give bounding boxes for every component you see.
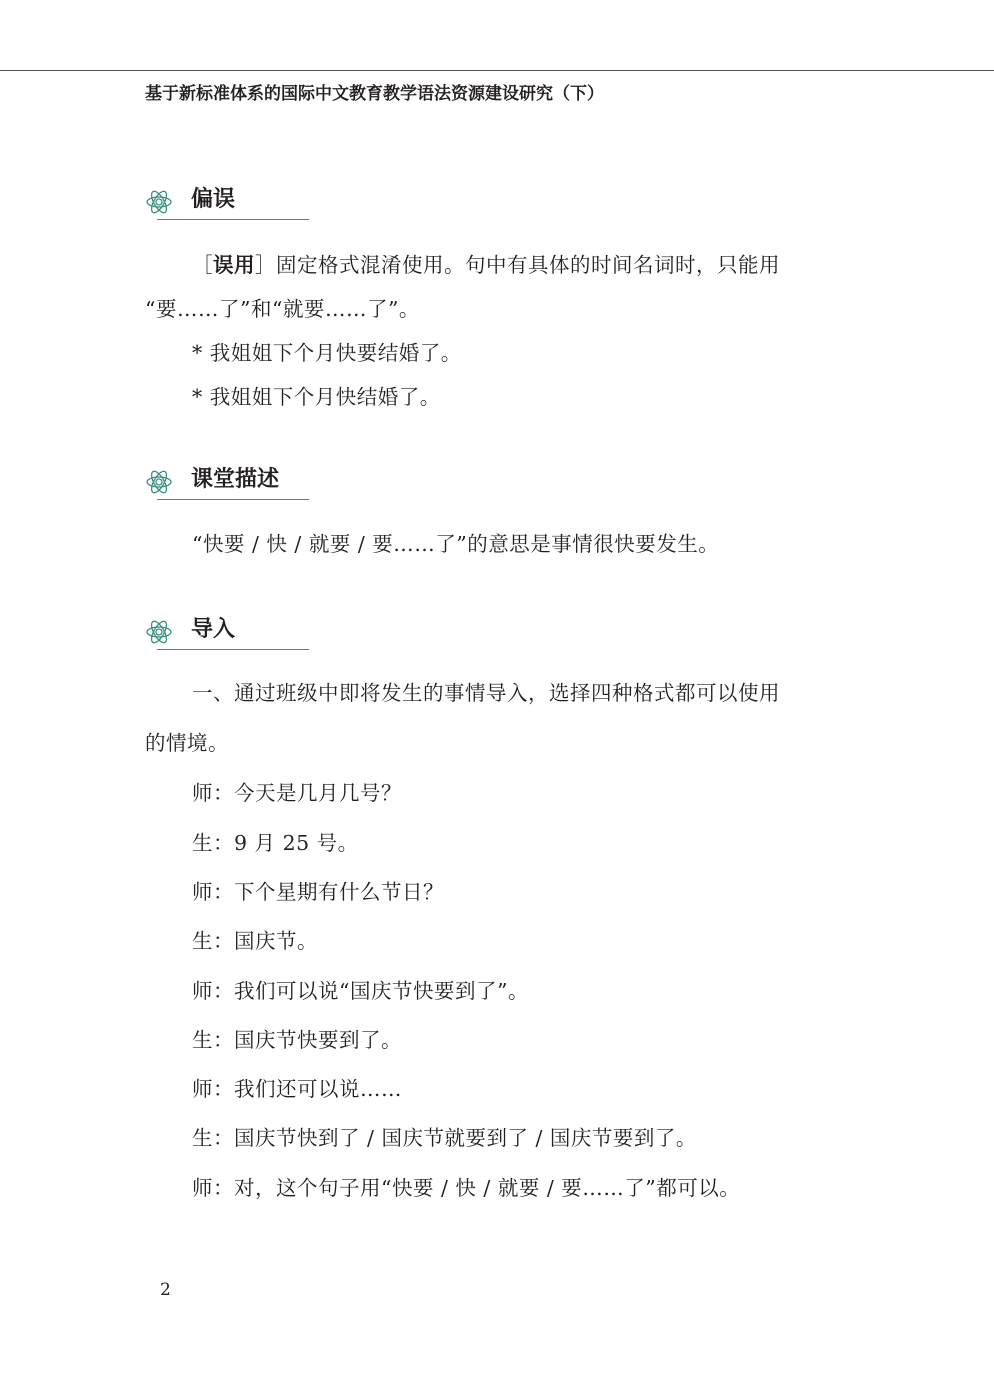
label-misuse: 误用: [213, 253, 255, 277]
flower-icon: [145, 618, 173, 646]
section-title: 导入: [191, 617, 236, 642]
section-heading-errors: [145, 186, 315, 222]
example-sentence: * 我姐姐下个月快要结婚了。: [192, 341, 462, 365]
flower-icon: [145, 468, 173, 496]
top-rule: [0, 70, 994, 71]
example-sentence: * 我姐姐下个月快结婚了。: [192, 385, 441, 409]
section-heading-intro: [145, 616, 315, 652]
running-head: 基于新标准体系的国际中文教育教学语法资源建设研究（下）: [145, 84, 604, 104]
section-title: 课堂描述: [191, 467, 280, 492]
section-title: 偏误: [191, 187, 236, 212]
flower-icon: [145, 188, 173, 216]
section-underline: [157, 649, 309, 650]
text-line: 的情境。: [145, 731, 229, 755]
dialogue-line: 师：今天是几月几号？: [192, 781, 402, 805]
text-line: 固定格式混淆使用。句中有具体的时间名词时，只能用: [276, 253, 780, 277]
dialogue-line: 生：9 月 25 号。: [192, 831, 359, 855]
section-underline: [157, 499, 309, 500]
dialogue-line: 生：国庆节快到了 / 国庆节就要到了 / 国庆节要到了。: [192, 1126, 697, 1150]
dialogue-line: 生：国庆节。: [192, 929, 318, 953]
section-underline: [157, 219, 309, 220]
dialogue-line: 师：对，这个句子用“快要 / 快 / 就要 / 要……了”都可以。: [192, 1176, 741, 1200]
text-line: 一、通过班级中即将发生的事情导入，选择四种格式都可以使用: [192, 681, 780, 705]
dialogue-line: 生：国庆节快要到了。: [192, 1028, 402, 1052]
dialogue-line: 师：下个星期有什么节日？: [192, 880, 444, 904]
section-heading-description: [145, 466, 315, 502]
dialogue-line: 师：我们还可以说……: [192, 1077, 402, 1101]
description-text: “快要 / 快 / 就要 / 要……了”的意思是事情很快要发生。: [192, 532, 720, 556]
text-line: “要……了”和“就要……了”。: [145, 297, 420, 321]
dialogue-line: 师：我们可以说“国庆节快要到了”。: [192, 979, 529, 1003]
paragraph: ［误用］固定格式混淆使用。句中有具体的时间名词时，只能用: [192, 253, 780, 277]
page-number: 2: [160, 1280, 171, 1300]
